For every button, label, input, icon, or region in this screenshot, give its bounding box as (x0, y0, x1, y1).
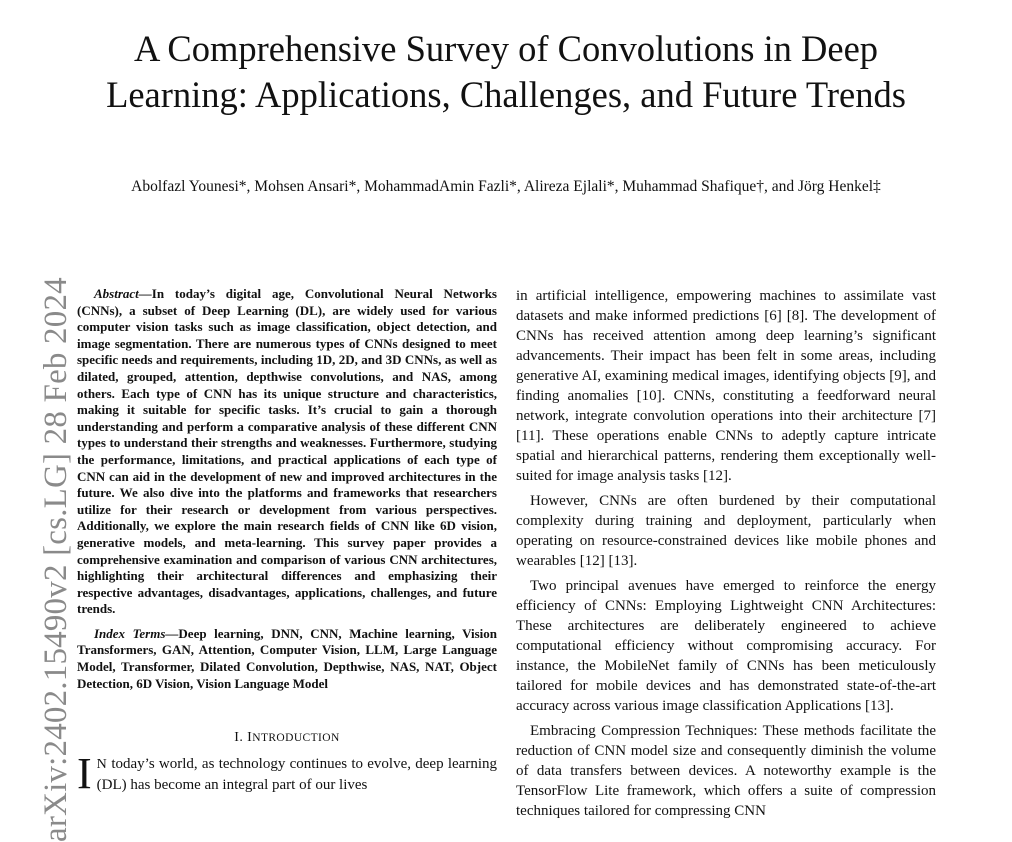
author-list: Abolfazl Younesi*, Mohsen Ansari*, MohammadAmin Fazli*, Alireza Ejlali*, Muhammad Shafique†, and Jörg Henkel‡ (131, 178, 881, 195)
section-heading-introduction (77, 730, 497, 746)
section-heading-initial: I (247, 730, 253, 746)
intro-first-word: N (96, 757, 108, 773)
arxiv-stamp: arXiv:2402.15490v2 [cs.LG] 28 Feb 2024 (38, 277, 74, 842)
body-paragraph: in artificial intelligence, empowering machines to assimilate vast datasets and make informed predictions [6] [8]. The development of CNNs has received attention among deep learning’s significant advancements. Their impact has been felt in some areas, including generative AI, examining medical images, identifying objects [9], and finding anomalies [10]. CNNs, constituting a feedforward neural network, integrate convolution operations into their architecture [7] [11]. These operations enable CNNs to adeptly capture intricate spatial and hierarchical patterns, rendering them exceptionally well-suited for image analysis tasks [12]. (516, 288, 936, 484)
right-column (516, 286, 936, 821)
body-paragraph: Two principal avenues have emerged to reinforce the energy efficiency of CNNs: Employing Lightweight CNN Architectures: These architectures are deliberately engineered to achieve computational efficiency without compromising accuracy. For instance, the MobileNet family of CNNs has been meticulously tailored for mobile devices and has demonstrated state-of-the-art accuracy across various image classification Applications [13]. (516, 578, 936, 714)
body-paragraph: Embracing Compression Techniques: These methods facilitate the reduction of CNN model size and consequently diminish the volume of data transfers between devices. A noteworthy example is the TensorFlow Lite framework, which offers a suite of compression techniques tailored for compressing CNN (516, 723, 936, 819)
drop-cap: I (77, 749, 92, 799)
paper-title: A Comprehensive Survey of Convolutions in Deep Learning: Applications, Challenges, and Future Trends (106, 28, 906, 115)
index-terms-text: Deep learning, DNN, CNN, Machine learning, Vision Transformers, GAN, Attention, Computer Vision, LLM, Large Language Model, Transformer, Dilated Convolution, Depthwise, NAS, NAT, Object Detection, 6D Vision, Vision Language Model (77, 625, 497, 691)
abstract-label: Abstract— (94, 286, 152, 301)
abstract-text: In today’s digital age, Convolutional Neural Networks (CNNs), a subset of Deep Learning (DL), are widely used for various computer vision tasks such as image classification, object detection, and image segmentation. There are numerous types of CNNs designed to meet specific needs and requirements, including 1D, 2D, and 3D CNNs, as well as dilated, grouped, attention, depthwise convolutions, and NAS, among others. Each type of CNN has its unique structure and characteristics, making it suitable for specific tasks. It’s crucial to gain a thorough understanding and perform a comparative analysis of these different CNN types to understand their strengths and weaknesses. Furthermore, studying the performance, limitations, and practical applications of each type of CNN can aid in the development of new and improved architectures in the future. We also dive into the platforms and frameworks that researchers utilize for their research or development from various perspectives. Additionally, we explore the main research fields of CNN like 6D vision, generative models, and meta-learning. This survey paper provides a comprehensive examination and comparison of various CNN architectures, highlighting their architectural differences and emphasizing their respective advantages, disadvantages, applications, challenges, and future trends. (77, 286, 497, 617)
introduction-paragraph (77, 749, 497, 799)
body-paragraph: However, CNNs are often burdened by their computational complexity during training and deployment, particularly when operating on resource-constrained devices like mobile phones and wearables [12] [13]. (516, 493, 936, 569)
section-numeral: I. (234, 730, 248, 746)
intro-text: today’s world, as technology continues to evolve, deep learning (DL) has become an integral part of our lives (96, 756, 497, 794)
left-column (77, 286, 497, 799)
section-heading-rest: NTRODUCTION (252, 732, 340, 745)
index-terms (77, 626, 497, 692)
index-terms-label: Index Terms— (94, 625, 179, 641)
abstract (77, 286, 497, 618)
